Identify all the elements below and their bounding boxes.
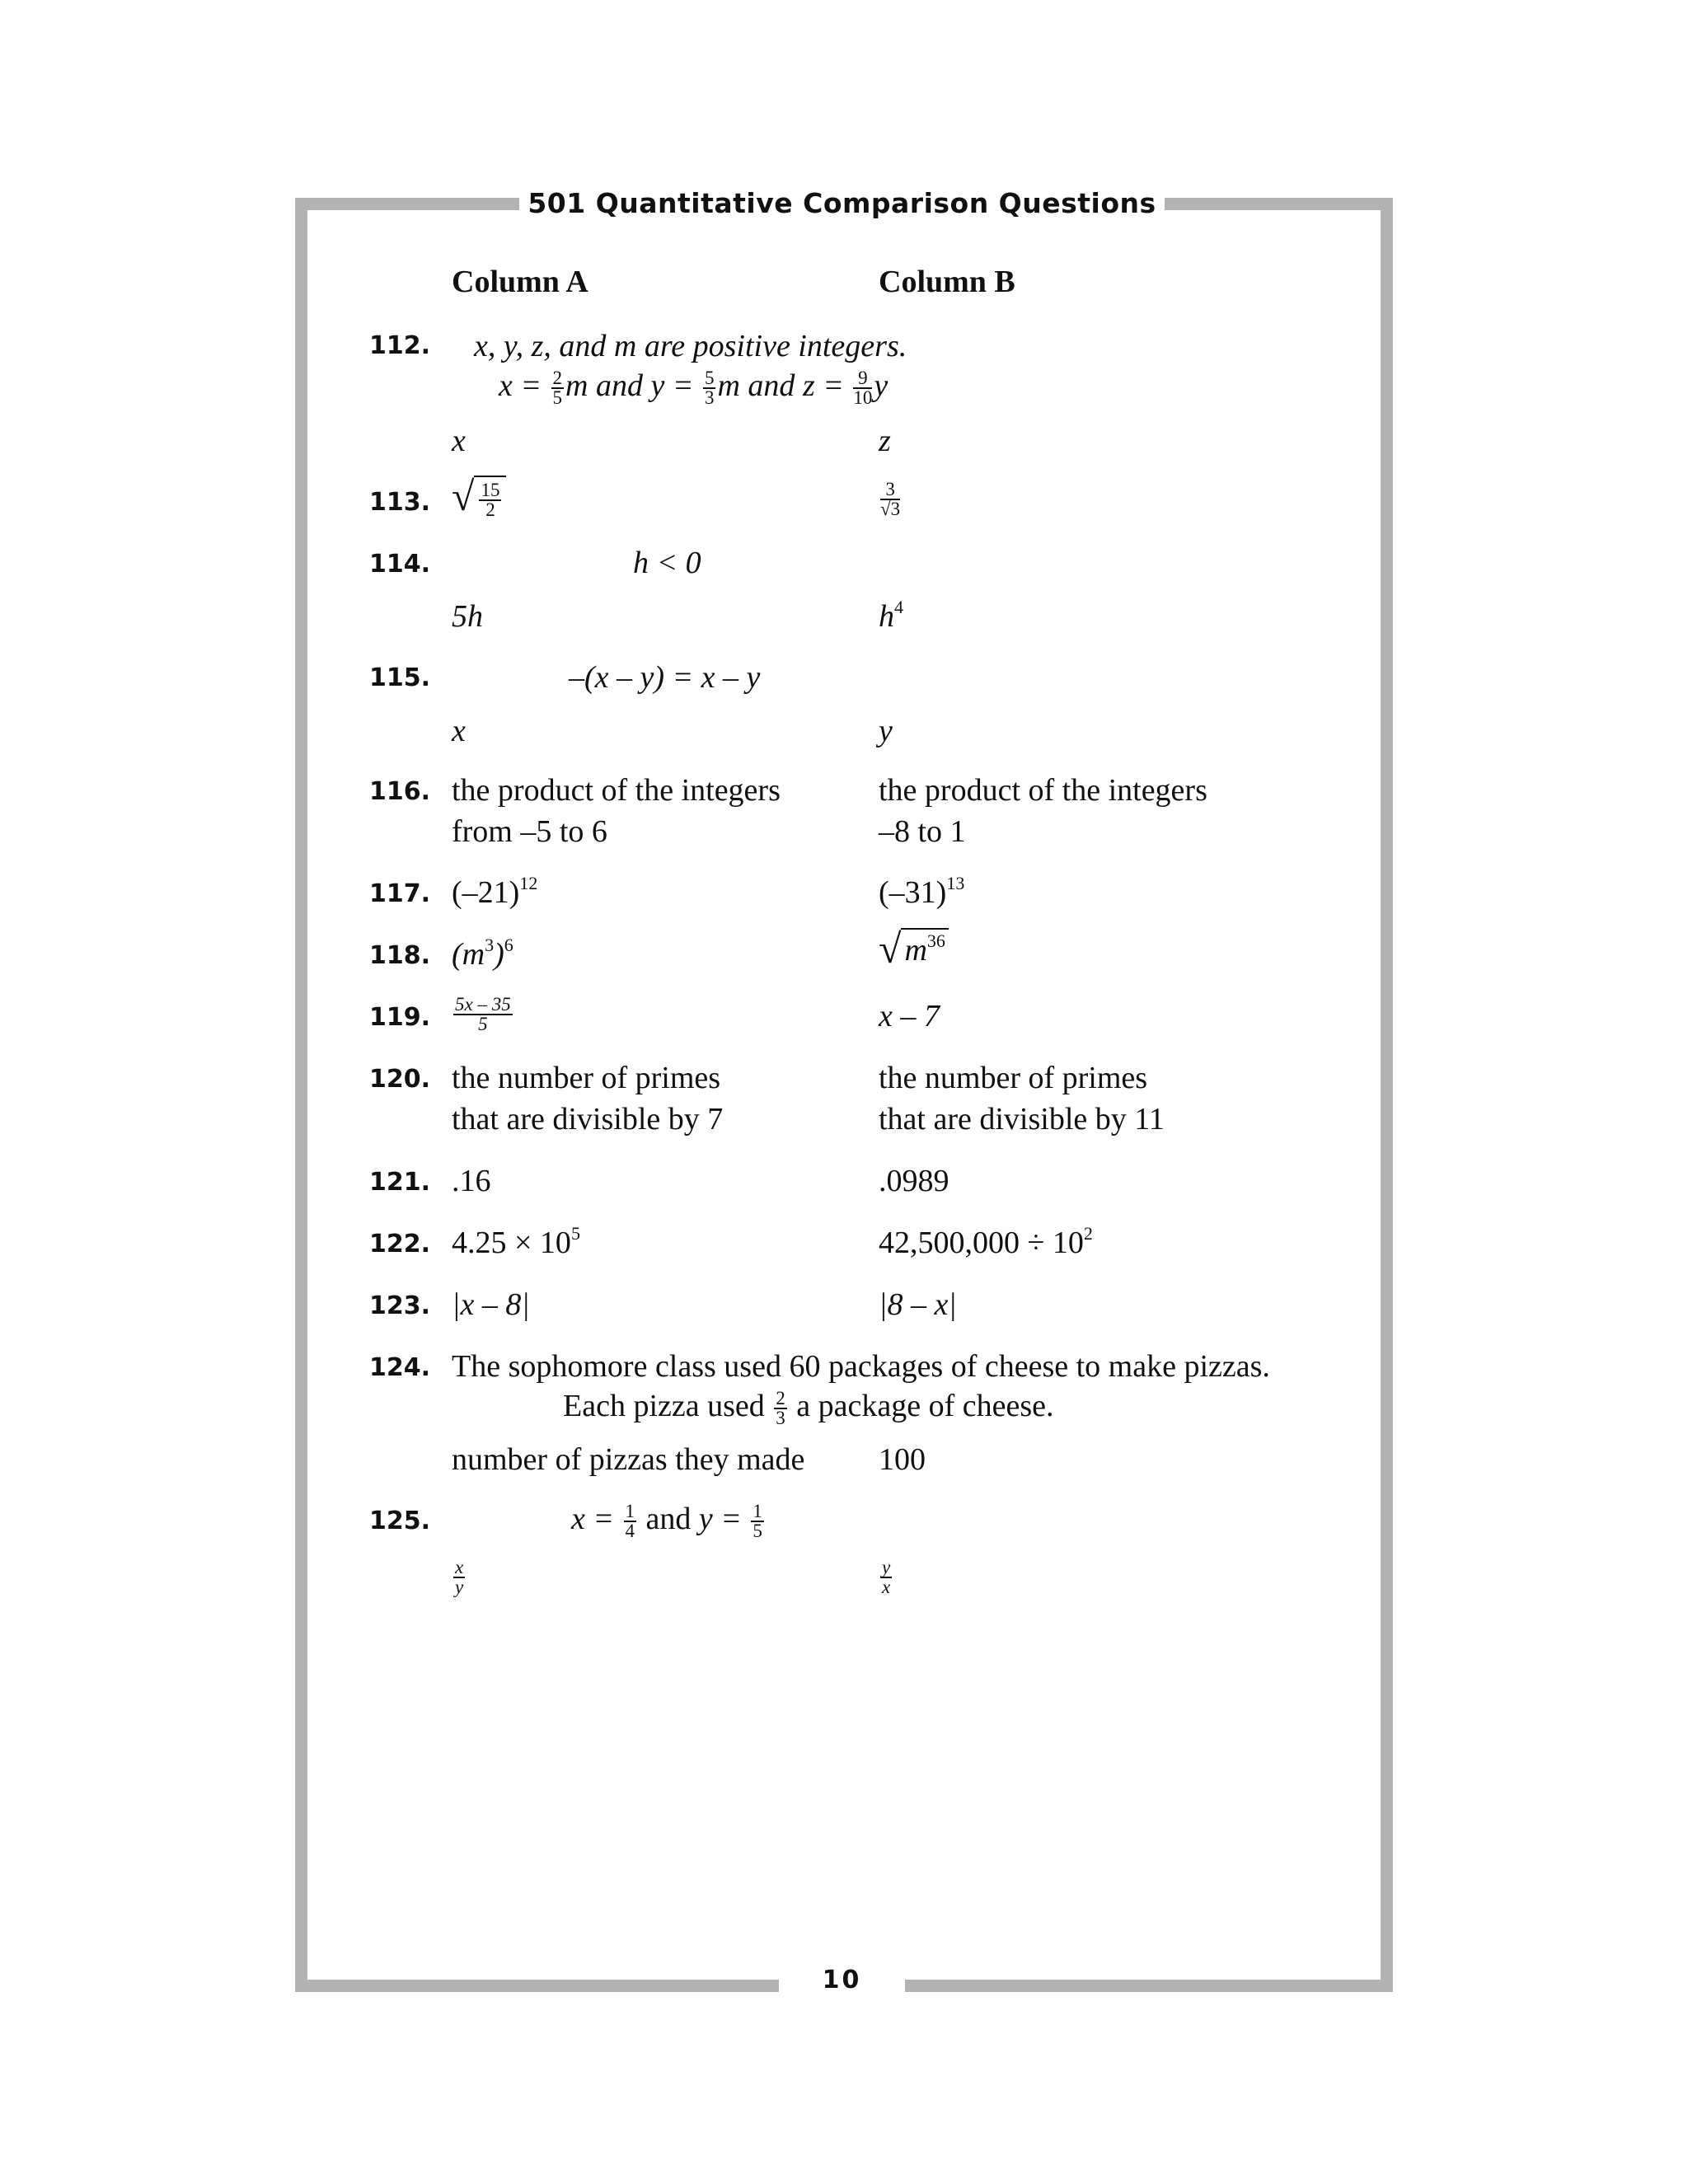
frame-bottom-border-right [905,1980,1393,1992]
fraction: $\frac{x}{y}$ [455,1557,464,1598]
column-a-value [452,991,514,1033]
column-a-value-line-2: that are divisible by 7 [452,1102,724,1137]
column-a-value: x [452,424,466,458]
question-number: 123. [369,1291,431,1320]
question-condition [474,326,907,367]
question-number: 124. [369,1353,431,1382]
column-a-value-line-2: from –5 to 6 [452,814,607,849]
column-b-value: $(-31)^{13}$ [879,873,965,910]
column-a-value: $(-21)^{12}$ [452,873,538,910]
column-b-value-line-1: the product of the integers [879,773,1207,808]
frame-left-border [295,198,307,1992]
question-number: 116. [369,777,431,806]
column-a-value: $4.25 \times 10^5$ [452,1223,580,1260]
column-b-value: z [879,424,891,458]
column-b-value: |8 – x| [879,1287,957,1322]
column-b-value: .0989 [879,1164,950,1198]
fraction: $\frac{5}{3}$ [704,368,715,409]
question-number: 115. [369,663,431,692]
frame-right-border [1381,198,1393,1992]
radical: √ $\frac{15}{2}$ [452,476,506,519]
fraction: $\frac{2}{5}$ [552,368,563,409]
question-number: 119. [369,1003,431,1032]
question-number: 120. [369,1065,431,1094]
radical: √ $m^{36}$ [879,928,949,975]
fraction: $\frac{y}{x}$ [882,1557,891,1598]
column-a-value-line-1: the product of the integers [452,773,781,808]
question-condition: –(x – y) = x – y [569,660,761,695]
column-a-value [452,1554,467,1596]
column-b-value: $h^4$ [879,597,903,634]
fraction: $\frac{1}{5}$ [753,1501,762,1542]
equation-part: m and [717,368,795,403]
page-number: 10 [822,1966,862,1994]
column-a-value: x [452,714,466,748]
column-a-value: number of pizzas they made [452,1442,805,1477]
column-a-value-line-1: the number of primes [452,1061,721,1095]
column-b-value-line-2: that are divisible by 11 [879,1102,1165,1137]
question-number: 113. [369,488,431,517]
column-b-value: y [879,714,893,748]
column-b-value: $42,500,000 \div 10^2$ [879,1223,1093,1260]
question-condition: h < 0 [633,546,701,580]
question-number: 122. [369,1230,431,1258]
column-b-value [879,1554,893,1596]
column-b-value [879,476,902,518]
fraction: $\frac{1}{4}$ [625,1501,635,1542]
column-a-value: 5h [452,599,483,634]
frame-bottom-border-left [295,1980,779,1992]
equation-part: y = [650,368,694,403]
column-a-value: |x – 8| [452,1287,530,1322]
column-b-value: x – 7 [879,999,940,1033]
column-a-value: $(m^3)^6$ [452,935,513,972]
equation-part: y [874,368,889,403]
question-condition: x = $\frac{1}{4}$ and y = $\frac{1}{5}$ [571,1501,762,1542]
fraction: $\frac{15}{2}$ [481,479,500,520]
question-number: 114. [369,550,431,579]
column-b-value [879,928,949,975]
fraction: $\frac{3}{√3}$ [880,479,901,520]
column-b-value: 100 [879,1442,926,1477]
column-b-value-line-1: the number of primes [879,1061,1148,1095]
column-a-heading: Column A [452,265,588,299]
column-a-value [452,474,506,519]
equation-part: m and [565,368,643,403]
frame-top-border-right [1165,198,1393,210]
question-number: 118. [369,941,431,970]
equation-part: x = [499,368,542,403]
question-number: 112. [369,331,431,360]
fraction: $\frac{9}{10}$ [853,368,873,409]
page-title: 501 Quantitative Comparison Questions [528,187,1156,219]
column-a-value: .16 [452,1164,491,1198]
question-number: 121. [369,1168,431,1197]
fraction: $\frac{2}{3}$ [776,1388,785,1429]
question-condition-equations [499,365,888,407]
question-number: 125. [369,1507,431,1535]
question-condition-line-1: The sophomore class used 60 packages of cheese to make pizzas. [452,1349,1270,1384]
condition-text: x, y, z, and m are positive integers. [474,329,907,363]
question-number: 117. [369,879,431,908]
column-b-heading: Column B [879,265,1015,299]
fraction: $\frac{5x - 35}{5}$ [455,994,511,1035]
frame-top-border-left [295,198,519,210]
question-condition-line-2: Each pizza used $\frac{2}{3}$ a package of cheese. [563,1388,1054,1429]
equation-part: z = [802,368,844,403]
column-b-value-line-2: –8 to 1 [879,814,966,849]
